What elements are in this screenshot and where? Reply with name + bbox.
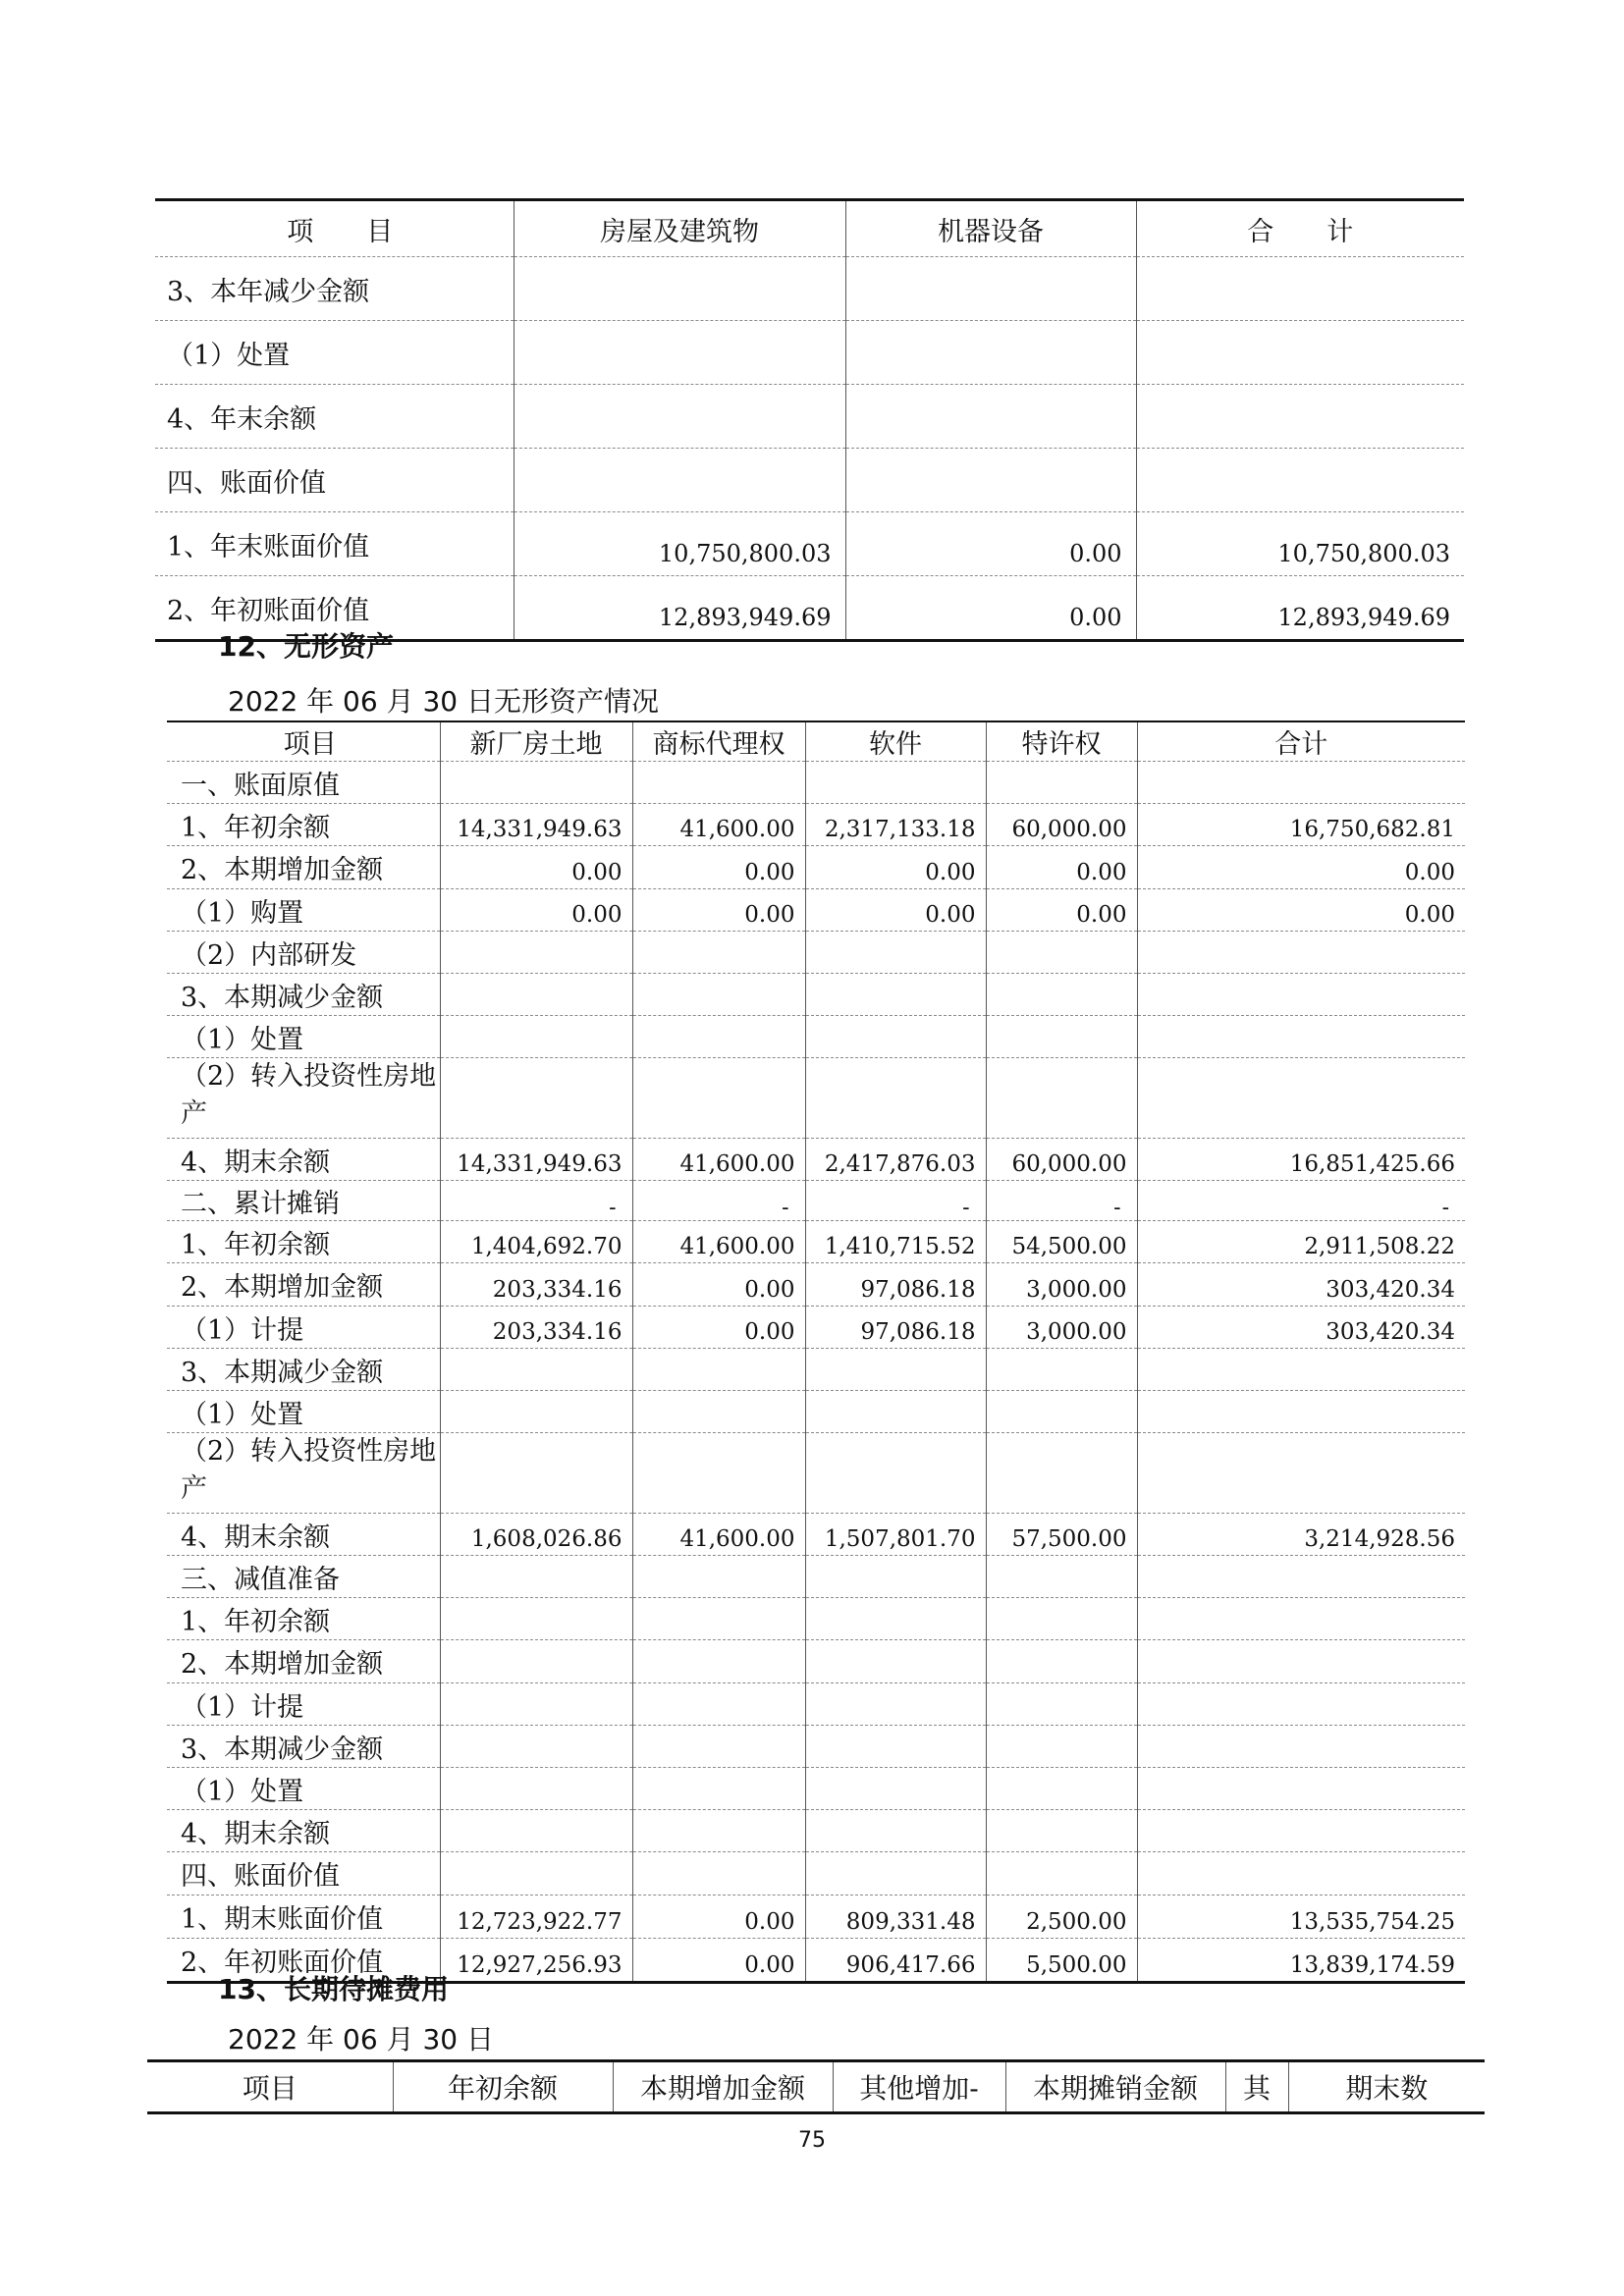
table-row <box>155 449 1464 512</box>
cell-value <box>1137 1598 1465 1640</box>
cell-value: 0.00 <box>632 889 805 932</box>
cell-value <box>805 932 986 974</box>
cell-value: 2,317,133.18 <box>805 804 986 846</box>
cell-value <box>805 1016 986 1058</box>
cell-value <box>440 974 632 1016</box>
cell-value: 14,331,949.63 <box>440 804 632 846</box>
cell-value: 97,086.18 <box>805 1263 986 1307</box>
cell-value: 906,417.66 <box>805 1939 986 1983</box>
cell-value <box>986 1058 1137 1139</box>
cell-value: 12,723,922.77 <box>440 1896 632 1939</box>
cell-value <box>1137 932 1465 974</box>
intangible-asset-table <box>167 721 1465 1984</box>
cell-value <box>632 762 805 804</box>
cell-value <box>632 932 805 974</box>
cell-value: 57,500.00 <box>986 1514 1137 1556</box>
cell-value: 60,000.00 <box>986 1139 1137 1181</box>
cell-value: 0.00 <box>440 846 632 889</box>
column-header: 房屋及建筑物 <box>514 200 845 257</box>
table-row <box>167 1640 1465 1683</box>
cell-value <box>845 449 1136 512</box>
cell-value: 13,535,754.25 <box>1137 1896 1465 1939</box>
cell-value <box>1137 1810 1465 1852</box>
cell-value <box>1137 1349 1465 1391</box>
cell-value <box>986 1852 1137 1896</box>
cell-value <box>632 1598 805 1640</box>
cell-value <box>632 1852 805 1896</box>
table-row <box>167 1726 1465 1768</box>
cell-value <box>805 1852 986 1896</box>
cell-value: 1,410,715.52 <box>805 1221 986 1263</box>
column-header: 期末数 <box>1288 2061 1485 2113</box>
cell-value: 303,420.34 <box>1137 1263 1465 1307</box>
cell-value <box>1137 1433 1465 1514</box>
row-label: 1、年末账面价值 <box>155 512 514 576</box>
cell-value <box>1137 1768 1465 1810</box>
cell-value <box>632 1391 805 1433</box>
table-row <box>155 385 1464 449</box>
row-label: 2、本期增加金额 <box>167 846 440 889</box>
cell-value: 0.00 <box>632 1939 805 1983</box>
row-label: 3、本期减少金额 <box>167 1349 440 1391</box>
column-header: 软件 <box>805 721 986 762</box>
cell-value <box>805 1556 986 1598</box>
table-row <box>167 1896 1465 1939</box>
cell-value <box>845 257 1136 321</box>
cell-value <box>514 257 845 321</box>
cell-value <box>632 1058 805 1139</box>
cell-value <box>440 1391 632 1433</box>
table-row <box>167 1058 1465 1139</box>
cell-value: 1,507,801.70 <box>805 1514 986 1556</box>
table-row <box>167 1349 1465 1391</box>
cell-value <box>986 1768 1137 1810</box>
cell-value: 0.00 <box>632 1307 805 1349</box>
cell-value: 12,893,949.69 <box>514 576 845 641</box>
cell-value: 3,214,928.56 <box>1137 1514 1465 1556</box>
cell-value <box>632 1433 805 1514</box>
column-header: 本期摊销金额 <box>1005 2061 1225 2113</box>
cell-value <box>440 1556 632 1598</box>
table-row <box>155 321 1464 385</box>
cell-value: 0.00 <box>805 889 986 932</box>
cell-value: - <box>440 1181 632 1221</box>
row-label: （1）计提 <box>167 1683 440 1726</box>
cell-value <box>805 1391 986 1433</box>
cell-value <box>440 1768 632 1810</box>
cell-value <box>986 1640 1137 1683</box>
cell-value <box>632 974 805 1016</box>
row-label: （2）转入投资性房地产 <box>167 1433 440 1514</box>
cell-value: 303,420.34 <box>1137 1307 1465 1349</box>
cell-value <box>986 1683 1137 1726</box>
table-row <box>167 846 1465 889</box>
row-label: 1、年初余额 <box>167 1221 440 1263</box>
cell-value <box>986 1598 1137 1640</box>
cell-value <box>1136 321 1464 385</box>
column-header: 新厂房土地 <box>440 721 632 762</box>
table-row <box>167 1307 1465 1349</box>
table-row <box>167 1598 1465 1640</box>
table-row <box>167 1139 1465 1181</box>
section-title: 13、长期待摊费用 <box>218 1973 449 2005</box>
row-label: （1）处置 <box>155 321 514 385</box>
cell-value <box>440 1058 632 1139</box>
cell-value <box>986 1810 1137 1852</box>
cell-value <box>632 1683 805 1726</box>
cell-value <box>440 1810 632 1852</box>
cell-value: 0.00 <box>1137 889 1465 932</box>
row-label: 3、本期减少金额 <box>167 1726 440 1768</box>
table-row <box>167 762 1465 804</box>
cell-value <box>440 1640 632 1683</box>
cell-value <box>632 1768 805 1810</box>
cell-value <box>440 932 632 974</box>
cell-value <box>632 1810 805 1852</box>
cell-value: 5,500.00 <box>986 1939 1137 1983</box>
row-label: 2、年初账面价值 <box>181 1948 384 1978</box>
cell-value: 16,851,425.66 <box>1137 1139 1465 1181</box>
cell-value: 0.00 <box>986 889 1137 932</box>
row-label: 4、期末余额 <box>167 1514 440 1556</box>
cell-value <box>805 1810 986 1852</box>
cell-value <box>1136 257 1464 321</box>
cell-value: 203,334.16 <box>440 1263 632 1307</box>
table-row <box>167 1556 1465 1598</box>
cell-value <box>1137 1391 1465 1433</box>
cell-value <box>1137 1058 1465 1139</box>
column-header: 合 计 <box>1136 200 1464 257</box>
cell-value <box>805 1768 986 1810</box>
row-label: 4、年末余额 <box>155 385 514 449</box>
cell-value: 10,750,800.03 <box>514 512 845 576</box>
cell-value <box>1137 1726 1465 1768</box>
table-row <box>167 1263 1465 1307</box>
row-label: 1、年初余额 <box>167 804 440 846</box>
row-label: 3、本年减少金额 <box>155 257 514 321</box>
cell-value: 0.00 <box>632 846 805 889</box>
row-label: 2、年初账面价值 <box>167 595 370 626</box>
cell-value <box>805 974 986 1016</box>
row-label: 四、账面价值 <box>155 449 514 512</box>
column-header: 本期增加金额 <box>613 2061 833 2113</box>
cell-value: 14,331,949.63 <box>440 1139 632 1181</box>
cell-value: 97,086.18 <box>805 1307 986 1349</box>
table-row <box>155 257 1464 321</box>
table-row <box>167 1391 1465 1433</box>
table-header-row <box>147 2061 1485 2113</box>
cell-value <box>1137 1016 1465 1058</box>
cell-value: 0.00 <box>986 846 1137 889</box>
column-header: 年初余额 <box>393 2061 613 2113</box>
page-number: 75 <box>798 2128 826 2153</box>
cell-value <box>986 974 1137 1016</box>
row-label: 一、账面原值 <box>167 762 440 804</box>
cell-value: 0.00 <box>632 1263 805 1307</box>
cell-value: 1,608,026.86 <box>440 1514 632 1556</box>
table-header-row <box>155 200 1464 257</box>
column-header: 特许权 <box>986 721 1137 762</box>
cell-value: 0.00 <box>440 889 632 932</box>
column-header: 项 目 <box>155 200 514 257</box>
column-header: 其 <box>1225 2061 1288 2113</box>
table-row <box>167 804 1465 846</box>
cell-value <box>514 385 845 449</box>
cell-value <box>440 1349 632 1391</box>
cell-value <box>1137 1640 1465 1683</box>
table-row <box>167 889 1465 932</box>
cell-value: 16,750,682.81 <box>1137 804 1465 846</box>
cell-value <box>1137 1852 1465 1896</box>
table-row <box>167 1683 1465 1726</box>
cell-value: 0.00 <box>805 846 986 889</box>
cell-value <box>986 1726 1137 1768</box>
cell-value <box>440 1598 632 1640</box>
cell-value: 203,334.16 <box>440 1307 632 1349</box>
cell-value: 0.00 <box>632 1896 805 1939</box>
cell-value <box>440 1683 632 1726</box>
cell-value: 12,927,256.93 <box>440 1939 632 1983</box>
cell-value: 3,000.00 <box>986 1307 1137 1349</box>
cell-value <box>632 1556 805 1598</box>
cell-value <box>440 1726 632 1768</box>
prepaid-expense-table <box>147 2059 1485 2114</box>
row-label: 4、期末余额 <box>167 1139 440 1181</box>
cell-value <box>805 1058 986 1139</box>
column-header: 合计 <box>1137 721 1465 762</box>
cell-value: - <box>1137 1181 1465 1221</box>
table-row <box>167 1514 1465 1556</box>
cell-value <box>632 1640 805 1683</box>
cell-value: 41,600.00 <box>632 1139 805 1181</box>
cell-value: 0.00 <box>1137 846 1465 889</box>
row-label: （1）处置 <box>167 1391 440 1433</box>
cell-value <box>805 1683 986 1726</box>
cell-value <box>1137 1683 1465 1726</box>
cell-value <box>440 1852 632 1896</box>
cell-value: 0.00 <box>845 512 1136 576</box>
section-subtitle: 2022 年 06 月 30 日无形资产情况 <box>228 685 660 718</box>
row-label: 4、期末余额 <box>167 1810 440 1852</box>
row-label: （2）转入投资性房地产 <box>167 1058 440 1139</box>
table-row <box>167 1852 1465 1896</box>
cell-value <box>986 762 1137 804</box>
cell-value: 1,404,692.70 <box>440 1221 632 1263</box>
cell-value: 2,911,508.22 <box>1137 1221 1465 1263</box>
column-header: 其他增加- <box>833 2061 1005 2113</box>
cell-value: - <box>986 1181 1137 1221</box>
row-label: 二、累计摊销 <box>167 1181 440 1221</box>
cell-value <box>986 932 1137 974</box>
cell-value: - <box>632 1181 805 1221</box>
cell-value <box>440 762 632 804</box>
cell-value: 13,839,174.59 <box>1137 1939 1465 1983</box>
section-title: 12、无形资产 <box>218 630 394 663</box>
row-label: （2）内部研发 <box>167 932 440 974</box>
cell-value: 54,500.00 <box>986 1221 1137 1263</box>
cell-value: 41,600.00 <box>632 804 805 846</box>
cell-value <box>805 762 986 804</box>
cell-value: 0.00 <box>845 576 1136 641</box>
section-subtitle: 2022 年 06 月 30 日 <box>228 2023 495 2056</box>
cell-value <box>805 1433 986 1514</box>
cell-value: 10,750,800.03 <box>1136 512 1464 576</box>
cell-value <box>805 1640 986 1683</box>
cell-value <box>805 1598 986 1640</box>
row-label: 1、期末账面价值 <box>167 1896 440 1939</box>
table-row <box>167 932 1465 974</box>
cell-value <box>1137 762 1465 804</box>
cell-value <box>845 321 1136 385</box>
row-label: 四、账面价值 <box>167 1852 440 1896</box>
column-header: 项目 <box>242 2072 298 2105</box>
column-header: 项目 <box>167 721 440 762</box>
table-row <box>167 1221 1465 1263</box>
row-label: （1）处置 <box>167 1016 440 1058</box>
cell-value: 809,331.48 <box>805 1896 986 1939</box>
cell-value <box>986 1016 1137 1058</box>
cell-value <box>1137 974 1465 1016</box>
cell-value: 12,893,949.69 <box>1136 576 1464 641</box>
cell-value <box>805 1726 986 1768</box>
table-row <box>167 1768 1465 1810</box>
cell-value <box>632 1349 805 1391</box>
cell-value <box>805 1349 986 1391</box>
cell-value: 3,000.00 <box>986 1263 1137 1307</box>
row-label: （1）计提 <box>167 1307 440 1349</box>
cell-value <box>514 321 845 385</box>
cell-value <box>1136 449 1464 512</box>
cell-value <box>632 1016 805 1058</box>
fixed-asset-table <box>155 198 1464 642</box>
row-label: （1）处置 <box>167 1768 440 1810</box>
table-row <box>167 1433 1465 1514</box>
cell-value <box>1137 1556 1465 1598</box>
column-header: 商标代理权 <box>632 721 805 762</box>
cell-value <box>986 1433 1137 1514</box>
cell-value: 2,417,876.03 <box>805 1139 986 1181</box>
cell-value <box>1136 385 1464 449</box>
cell-value <box>845 385 1136 449</box>
table-row <box>167 1810 1465 1852</box>
table-row <box>155 512 1464 576</box>
cell-value <box>986 1556 1137 1598</box>
cell-value: - <box>805 1181 986 1221</box>
cell-value: 41,600.00 <box>632 1514 805 1556</box>
table-row <box>167 1181 1465 1221</box>
cell-value <box>440 1433 632 1514</box>
row-label: 三、减值准备 <box>167 1556 440 1598</box>
cell-value <box>440 1016 632 1058</box>
cell-value: 2,500.00 <box>986 1896 1137 1939</box>
row-label: （1）购置 <box>167 889 440 932</box>
cell-value: 41,600.00 <box>632 1221 805 1263</box>
cell-value <box>514 449 845 512</box>
cell-value: 60,000.00 <box>986 804 1137 846</box>
table-header-row <box>167 721 1465 762</box>
row-label: 3、本期减少金额 <box>167 974 440 1016</box>
table-row <box>167 974 1465 1016</box>
row-label: 2、本期增加金额 <box>167 1640 440 1683</box>
row-label: 2、本期增加金额 <box>167 1263 440 1307</box>
row-label: 1、年初余额 <box>167 1598 440 1640</box>
cell-value <box>986 1349 1137 1391</box>
cell-value <box>632 1726 805 1768</box>
column-header: 机器设备 <box>845 200 1136 257</box>
table-row <box>167 1016 1465 1058</box>
cell-value <box>986 1391 1137 1433</box>
